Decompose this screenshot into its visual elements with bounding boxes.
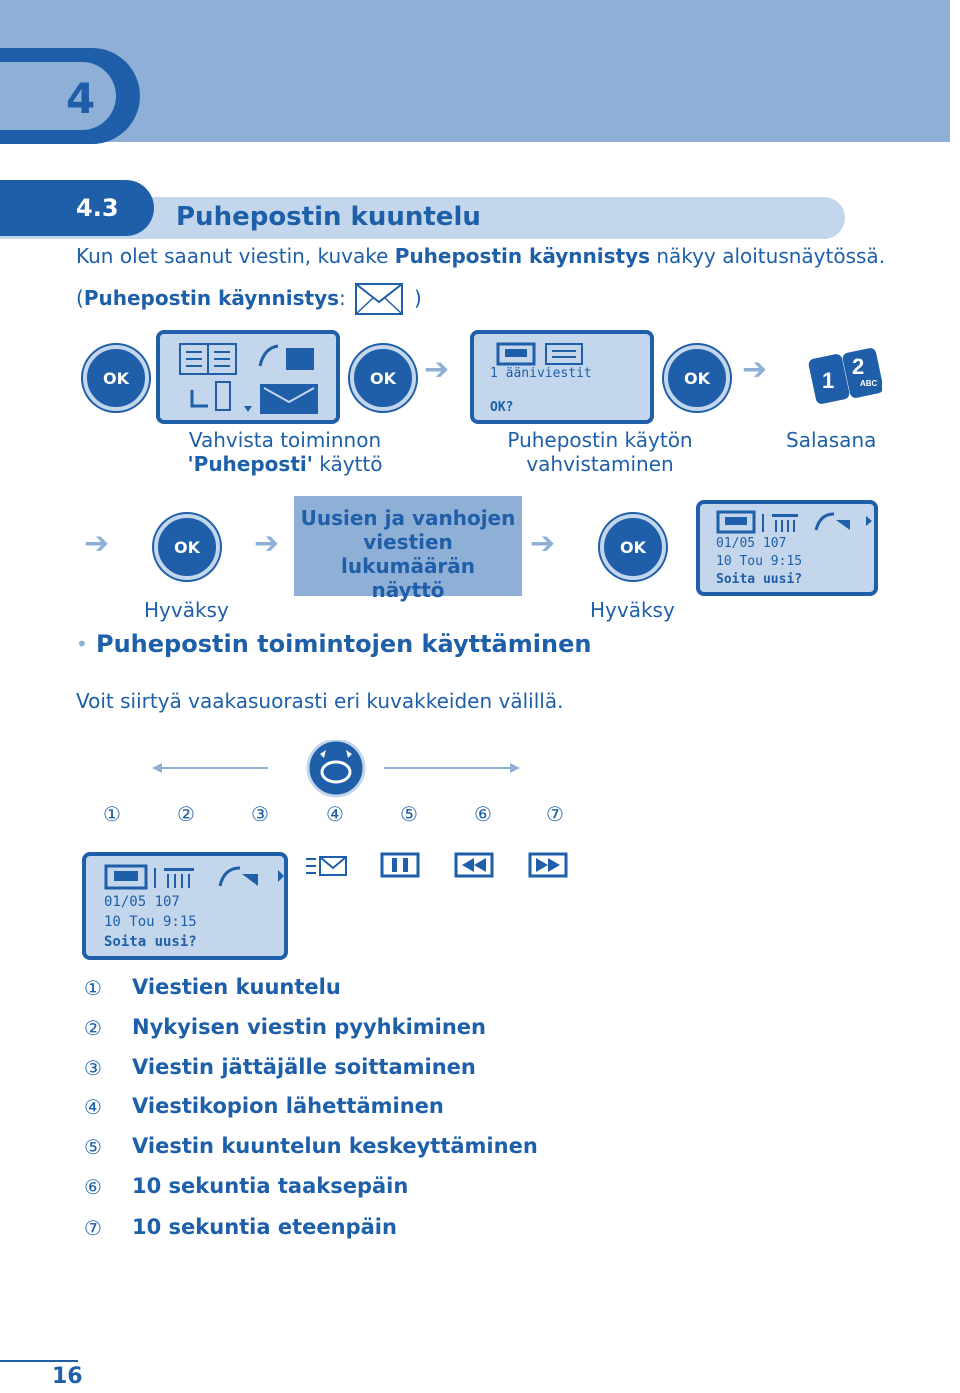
info-line: Uusien ja vanhojen bbox=[300, 506, 516, 530]
legend-number: ④ bbox=[84, 1095, 102, 1119]
legend-label: Nykyisen viestin pyyhkiminen bbox=[132, 1015, 486, 1039]
legend-label: Viestin kuuntelun keskeyttäminen bbox=[132, 1134, 538, 1158]
legend-label: 10 sekuntia taaksepäin bbox=[132, 1174, 409, 1198]
message-toolbar-icons bbox=[104, 862, 290, 892]
screen-date: 01/05 107 bbox=[716, 536, 787, 551]
caption-confirm-function bbox=[150, 428, 420, 476]
info-line: viestien lukumäärän bbox=[340, 530, 476, 578]
marker-2: ② bbox=[177, 802, 195, 826]
right-arrow-icon: ➔ bbox=[530, 526, 556, 561]
forward-message-icon bbox=[304, 854, 348, 880]
screen-callback-prompt: Soita uusi? bbox=[716, 572, 803, 587]
page-rule bbox=[0, 1360, 78, 1362]
paren-close: ) bbox=[414, 286, 422, 310]
screen-time: 10 Tou 9:15 bbox=[104, 914, 197, 930]
legend-number: ⑥ bbox=[84, 1175, 102, 1199]
legend-number: ⑦ bbox=[84, 1216, 102, 1240]
section-title: Puhepostin kuuntelu bbox=[176, 202, 481, 232]
marker-5: ⑤ bbox=[400, 802, 418, 826]
cassette-icon bbox=[496, 340, 586, 368]
menu-icons bbox=[160, 334, 336, 420]
section-number: 4.3 bbox=[76, 194, 119, 222]
subsection-title: Puhepostin toimintojen käyttäminen bbox=[96, 630, 592, 658]
pause-icon bbox=[380, 852, 420, 878]
marker-6: ⑥ bbox=[474, 802, 492, 826]
right-arrow-icon: ➔ bbox=[84, 526, 110, 561]
screen-ok-prompt: OK? bbox=[490, 400, 514, 415]
rewind-icon bbox=[454, 852, 494, 878]
right-arrow-icon: ➔ bbox=[742, 352, 768, 387]
screen-date: 01/05 107 bbox=[104, 894, 180, 910]
message-screen-small bbox=[696, 500, 878, 596]
marker-1: ① bbox=[103, 802, 121, 826]
right-arrow-icon: ➔ bbox=[254, 526, 280, 561]
chapter-tab-inner bbox=[0, 62, 116, 130]
keypad-key-1: 1 bbox=[822, 368, 835, 393]
screen-message-count: 1 ääniviestit bbox=[490, 366, 592, 381]
navigation-instructions: Voit siirtyä vaakasuorasti eri kuvakkeiden välillä. bbox=[76, 689, 564, 713]
page-number: 16 bbox=[52, 1364, 83, 1389]
voicemail-screen bbox=[470, 330, 654, 424]
navigator-icon bbox=[308, 740, 364, 796]
legend-label: Viestikopion lähettäminen bbox=[132, 1094, 444, 1118]
caption-line: Vahvista toiminnon bbox=[188, 428, 382, 452]
screen-callback-prompt: Soita uusi? bbox=[104, 934, 197, 950]
legend-label: Viestin jättäjälle soittaminen bbox=[132, 1055, 476, 1079]
message-toolbar-icons bbox=[716, 508, 876, 536]
keypad-icon bbox=[808, 348, 882, 410]
caption-line: vahvistaminen bbox=[526, 452, 674, 476]
bullet: • bbox=[76, 632, 88, 656]
envelope-icon bbox=[354, 282, 404, 316]
marker-3: ③ bbox=[251, 802, 269, 826]
ok-button-icon: OK bbox=[154, 514, 220, 580]
ok-button-icon: OK bbox=[350, 345, 416, 411]
intro-bold-2: Puhepostin käynnistys bbox=[83, 286, 340, 310]
fast-forward-icon bbox=[528, 852, 568, 878]
keypad-key-2-letters: ABC bbox=[860, 379, 878, 388]
paren-open: ( bbox=[76, 286, 84, 310]
keypad-key-2: 2 bbox=[852, 354, 865, 379]
caption-rest: käyttö bbox=[312, 452, 383, 476]
message-screen-large bbox=[82, 852, 288, 960]
caption-confirm-voicemail bbox=[470, 428, 730, 476]
legend-number: ① bbox=[84, 976, 102, 1000]
caption-line: Puhepostin käytön bbox=[507, 428, 693, 452]
marker-7: ⑦ bbox=[546, 802, 564, 826]
chapter-number: 4 bbox=[66, 74, 96, 123]
caption-password: Salasana bbox=[786, 428, 877, 452]
menu-screen bbox=[156, 330, 340, 424]
header-band bbox=[0, 0, 950, 142]
legend-label: 10 sekuntia eteenpäin bbox=[132, 1215, 397, 1239]
info-line: näyttö bbox=[371, 578, 445, 602]
ok-button-icon: OK bbox=[664, 345, 730, 411]
marker-4: ④ bbox=[326, 802, 344, 826]
ok-button-icon: OK bbox=[600, 514, 666, 580]
ok-button-icon: OK bbox=[83, 345, 149, 411]
screen-time: 10 Tou 9:15 bbox=[716, 554, 803, 569]
colon: : bbox=[339, 286, 346, 310]
caption-bold: 'Puheposti' bbox=[187, 452, 313, 476]
intro-line-2 bbox=[76, 286, 346, 310]
legend-label: Viestien kuuntelu bbox=[132, 975, 341, 999]
legend-number: ③ bbox=[84, 1056, 102, 1080]
intro-text: Kun olet saanut viestin, kuvake bbox=[76, 244, 395, 268]
caption-accept-1: Hyväksy bbox=[144, 598, 229, 622]
info-box-text bbox=[294, 506, 522, 602]
navigator-illustration bbox=[148, 740, 528, 800]
legend-number: ② bbox=[84, 1016, 102, 1040]
intro-line-1 bbox=[76, 244, 885, 268]
intro-text-end: näkyy aloitusnäytössä. bbox=[650, 244, 886, 268]
intro-bold: Puhepostin käynnistys bbox=[394, 244, 651, 268]
legend-number: ⑤ bbox=[84, 1135, 102, 1159]
caption-accept-2: Hyväksy bbox=[590, 598, 675, 622]
right-arrow-icon: ➔ bbox=[424, 352, 450, 387]
